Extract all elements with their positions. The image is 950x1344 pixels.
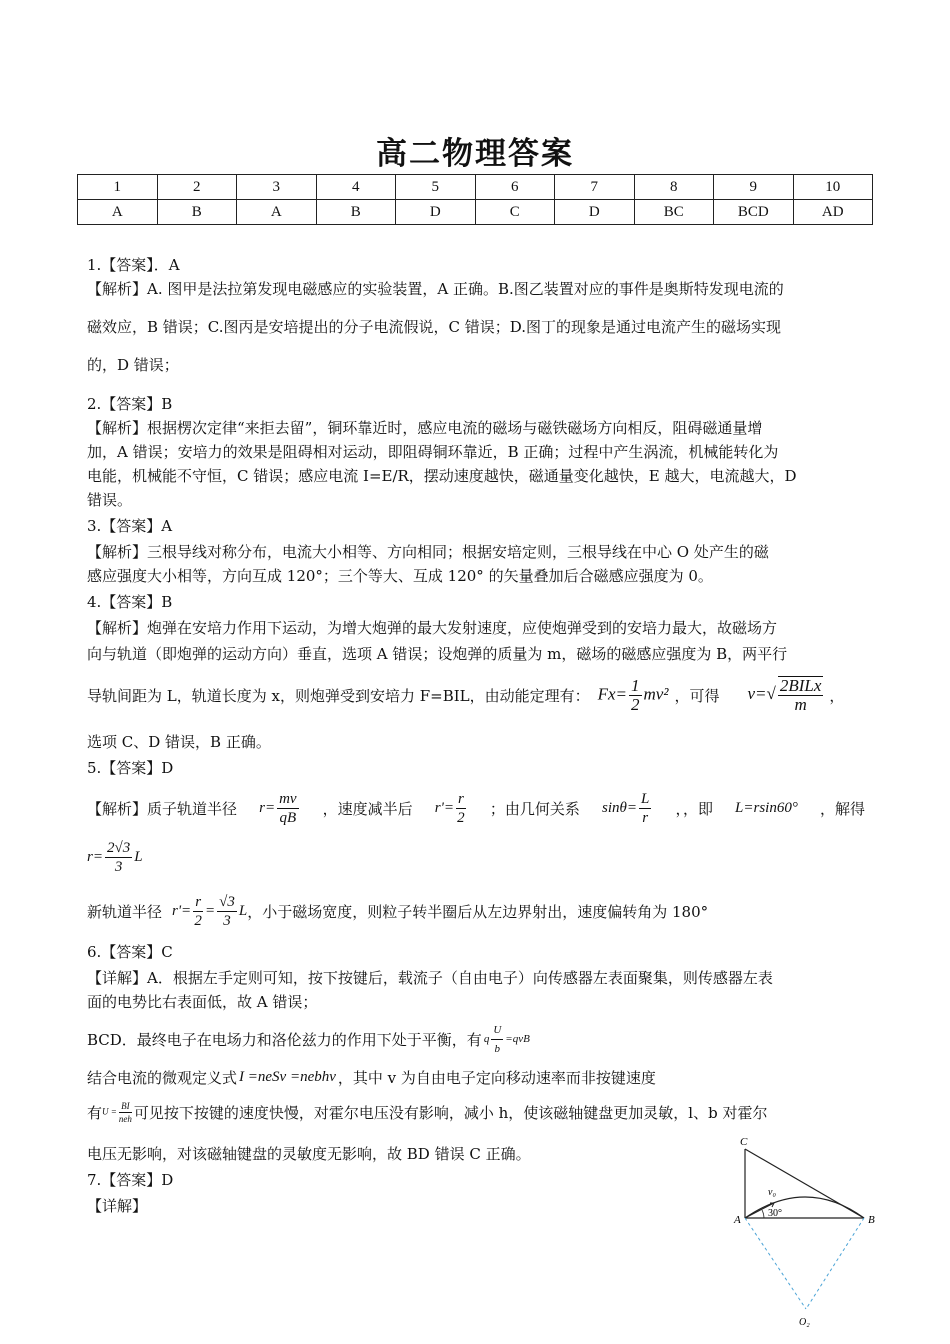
table-cell: D [396,200,476,225]
question-6-line [87,1092,865,1132]
numerator: 2BILx [779,676,822,695]
table-cell: 7 [555,175,635,200]
label-c: C [740,1136,748,1148]
denominator: b [494,1042,501,1055]
fraction [456,790,466,827]
answer-table-answer-row [78,200,873,225]
table-cell: B [157,200,237,225]
text: 有 [87,1103,103,1122]
text: 结合电流的微观定义式 [87,1068,238,1087]
table-cell: 5 [396,175,476,200]
balance-equation [484,1021,530,1058]
equation-text: sinθ= [602,799,637,816]
equation-text: = [205,902,216,919]
denominator: qB [279,809,297,826]
text: ；由几何关系 [489,799,580,818]
question-1-line: 磁效应，B 错误；C.图丙是安培提出的分子电流假说，C 错误；D.图丁的现象是通过电流产生的磁场实现 [87,318,782,336]
question-4-line: 导轨间距为 L，轨道长度为 x，则炮弹受到安培力 F=BIL，由动能定理有： [87,686,590,705]
text: ，，即 [675,799,713,818]
connector-text: ，可得 [674,686,720,705]
equation-text: r= [259,799,276,816]
angle-arc [762,1210,764,1218]
answer-explanations [87,253,865,1218]
question-5-line [87,784,865,832]
table-cell: 3 [237,175,317,200]
velocity-equation [747,676,825,714]
table-cell: 2 [157,175,237,200]
numerator: mv [279,790,297,807]
fraction [277,790,299,827]
table-cell: BCD [714,200,794,225]
question-1-line: 的，D 错误； [87,356,179,374]
equation-text: r= [87,848,103,865]
question-5-line [87,886,865,936]
numerator: BI [119,1100,132,1113]
denominator: neh [118,1113,132,1124]
label-v0: v₀ [768,1187,776,1198]
numerator: U [491,1021,503,1040]
question-6-line: 电压无影响，对该磁轴键盘的灵敏度无影响，故 BD 错误 C 正确。 [87,1145,531,1163]
table-cell: 10 [793,175,873,200]
text: BCD．最终电子在电场力和洛伦兹力的作用下处于平衡，有 [87,1030,482,1049]
numerator: r [195,893,202,910]
question-6-line [87,1062,865,1092]
table-cell: A [78,200,158,225]
fraction [639,790,651,827]
equation-text: L [134,848,143,865]
label-b: B [868,1214,875,1226]
fraction [629,677,642,714]
label-a: A [734,1214,741,1226]
table-cell: AD [793,200,873,225]
table-cell: 4 [316,175,396,200]
fraction [193,893,203,930]
sine-equation [602,790,653,827]
question-1-line: 【解析】A. 图甲是法拉第发现电磁感应的实验装置，A 正确。B.图乙装置对应的事件是奥斯特发现电流的 [87,280,784,298]
radius-line-a [745,1218,806,1309]
table-cell: B [316,200,396,225]
question-6-line: 面的电势比右表面低，故 A 错误； [87,993,318,1011]
table-cell: D [555,200,635,225]
table-cell: A [237,200,317,225]
equation-text: r'= [172,902,192,919]
question-2-line: 电能，机械能不守恒，C 错误；感应电流 I=E/R，摆动速度越快，磁通量变化越快，E 越大，电流越大，D [87,467,797,485]
equation-text: q [483,1032,490,1045]
denominator: m [794,695,807,714]
answer-table [77,174,873,225]
question-6-line [87,1016,865,1062]
question-1 [87,253,865,384]
denominator: 3 [114,858,123,875]
question-4-answer: 4.【答案】B [87,593,173,611]
question-4-line: 向与轨道（即炮弹的运动方向）垂直，选项 A 错误；设炮弹的质量为 m，磁场的磁感应强度为 B，两平行 [87,645,788,663]
question-2 [87,392,865,512]
question-5-answer: 5.【答案】D [87,759,174,777]
label-angle: 30° [768,1208,782,1219]
question-4 [87,590,865,754]
denominator: 3 [223,912,231,929]
table-cell: 1 [78,175,158,200]
table-cell: 6 [475,175,555,200]
question-2-line: 加，A 错误；安培力的效果是阻碍相对运动，即阻碍铜环靠近，B 正确；过程中产生涡流，机械能转化为 [87,443,779,461]
question-7-answer: 7.【答案】D [87,1171,174,1189]
question-6-answer: 6.【答案】C [87,943,173,961]
question-5-result [87,832,865,882]
denominator: r [642,809,649,826]
equation-text: U = [102,1106,117,1117]
table-cell: C [475,200,555,225]
equation-text: v= [747,683,767,703]
new-radius-equation [172,893,247,930]
question-7-line: 【详解】 [87,1197,148,1215]
text: ，解得 [819,799,865,818]
radius-line-b [806,1218,864,1309]
question-5 [87,756,865,936]
text: ，小于磁场宽度，则粒子转半圈后从左边界射出，速度偏转角为 180° [247,902,709,921]
question-3 [87,514,865,588]
current-equation: I =neSv =nebhv [239,1068,336,1085]
question-1-answer: 1.【答案】．A [87,256,180,274]
text: 可见按下按键的速度快慢，对霍尔电压没有影响，减小 h，使该磁轴键盘更加灵敏，l、b 对霍尔 [133,1103,768,1122]
question-2-line: 【解析】根据楞次定律“来拒去留”，铜环靠近时，感应电流的磁场与磁铁磁场方向相反，阻碍磁通量增 [87,419,763,437]
text: ，速度减半后 [322,799,413,818]
fraction [105,839,132,876]
question-3-line: 感应强度大小相等，方向互成 120°；三个等大、互成 120° 的矢量叠加后合磁感应强度为 0。 [87,567,713,585]
connector-text: ， [829,686,845,705]
denominator: 2 [194,912,202,929]
table-cell: 8 [634,175,714,200]
text: 新轨道半径 [87,902,163,921]
question-4-line: 选项 C、D 错误，B 正确。 [87,733,271,751]
denominator: 2 [631,694,640,714]
kinetic-energy-equation [598,677,669,714]
question-4-equation-line [87,672,865,718]
radius-result-equation [87,839,143,876]
numerator: 2√3 [106,839,131,856]
answer-table-number-row [78,175,873,200]
question-2-answer: 2.【答案】B [87,395,173,413]
question-4-line: 【解析】炮弹在安培力作用下运动，为增大炮弹的最大发射速度，应使炮弹受到的安培力最大，故磁场方 [87,619,778,637]
equation-text: Fx= [597,683,628,703]
numerator: r [457,790,464,807]
sqrt-icon: √ [766,683,776,703]
hall-voltage-equation [102,1100,134,1125]
fraction [491,1021,503,1058]
text: 【解析】质子轨道半径 [87,799,238,818]
question-2-line: 错误。 [87,491,133,509]
trajectory-diagram [726,1131,886,1341]
numerator: 1 [631,675,640,695]
fraction [778,676,824,714]
table-cell: BC [634,200,714,225]
equation-text: L=rsin60° [735,799,798,816]
equation-text: mv² [643,683,669,703]
numerator: L [641,790,650,807]
question-6-line: 【详解】A．根据左手定则可知，按下按键后，载流子（自由电子）向传感器左表面聚集，则传感器左表 [87,969,773,987]
table-cell: 9 [714,175,794,200]
radius-equation [259,790,300,827]
trajectory-arc [745,1197,864,1218]
numerator: √3 [219,893,235,910]
fraction [119,1100,132,1125]
equation-text: =qvB [505,1032,530,1045]
label-o2: O₂ [799,1317,810,1328]
equation-text: L [238,902,248,919]
question-3-line: 【解析】三根导线对称分布，电流大小相等、方向相同；根据安培定则，三根导线在中心 O 处产生的磁 [87,543,769,561]
equation-text: r'= [434,799,454,816]
question-3-answer: 3.【答案】A [87,517,173,535]
denominator: 2 [457,809,465,826]
half-radius-equation [435,790,468,827]
text: ，其中 v 为自由电子定向移动速率而非按键速度 [337,1068,656,1087]
fraction [217,893,237,930]
page-title: 高二物理答案 [376,136,574,172]
